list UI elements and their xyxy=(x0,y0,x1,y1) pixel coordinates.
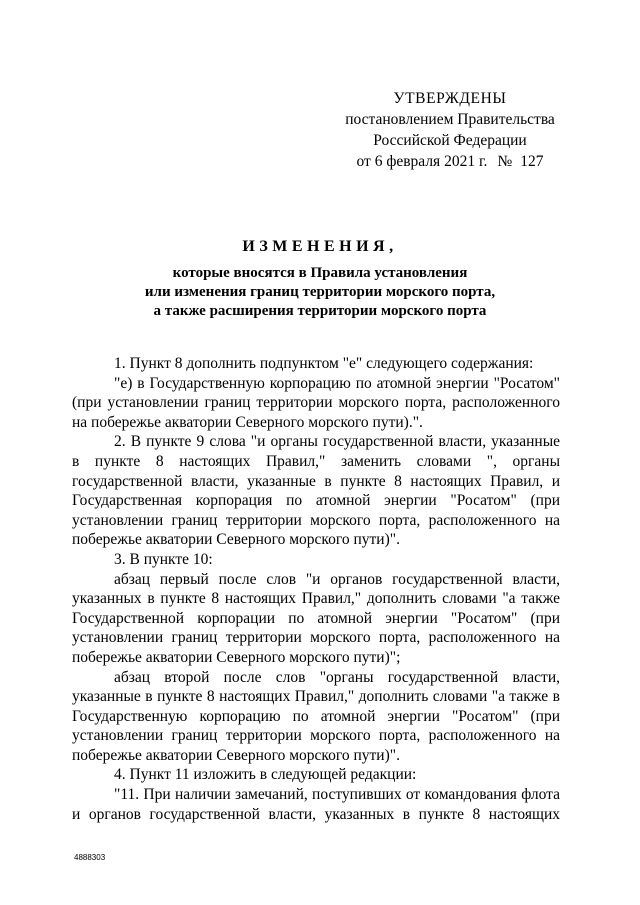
decree-date: от 6 февраля 2021 г. xyxy=(356,153,488,170)
paragraph-3-clause-1: абзац первый после слов "и органов государственной власти, указанных в пункте 8 настоящих Правил," дополнить словами "а также Государственной корпорации по атомной энергии "Росатом" (при установлении границ территории морского порта, расположенного на побережье акватории Северного морского пути)"; xyxy=(72,570,560,666)
paragraph-1-subitem-e: "е) в Государственную корпорацию по атомной энергии "Росатом" (при установлении границ территории морского порта, расположенного на побережье акватории Северного морского пути).". xyxy=(72,374,560,431)
paragraph-1: 1. Пункт 8 дополнить подпунктом "е" следующего содержания: xyxy=(114,355,534,372)
document-heading xyxy=(70,238,570,321)
paragraph-3-clause-2: абзац второй после слов "органы государственной власти, указанные в пункте 8 настоящих Правил," дополнить словами "а также в Государственную корпорацию по атомной энергии "Росатом" (при установлении границ территории морского порта, расположенного на побережье акватории Северного морского пути)". xyxy=(72,668,560,764)
paragraph-3: 3. В пункте 10: xyxy=(114,550,213,568)
approval-line-2: Российской Федерации xyxy=(373,132,527,149)
paragraph-4-text: "11. При наличии замечаний, поступивших от командования флота и органов государственной власти, указанных в пункте 8 настоящих xyxy=(72,786,560,823)
paragraph-4: 4. Пункт 11 изложить в следующей редакции: xyxy=(114,766,417,784)
document-code: 4888303 xyxy=(74,853,106,862)
document-subtitle-line-2: или изменения границ территории морского порта, xyxy=(144,284,496,300)
decree-date-number xyxy=(330,151,570,172)
decree-number: 127 xyxy=(520,153,544,170)
approval-stamp xyxy=(330,88,570,172)
document-body xyxy=(72,354,560,824)
approval-line-1: постановлением Правительства xyxy=(345,111,555,128)
paragraph-2: 2. В пункте 9 слова "и органы государственной власти, указанные в пункте 8 настоящих Правил," заменить словами ", органы государственной власти, указанные в пункте 8 настоящих Правил, и Государственная корпорация по атомной энергии "Росатом" (при установлении границ территории морского порта, расположенного на побережье акватории Северного морского пути)". xyxy=(72,433,560,549)
document-title: ИЗМЕНЕНИЯ, xyxy=(242,238,398,255)
approval-title: УТВЕРЖДЕНЫ xyxy=(393,90,507,107)
document-subtitle-line-3: а также расширения территории морского порта xyxy=(153,303,487,319)
document-subtitle-line-1: которые вносятся в Правила установления xyxy=(172,265,468,281)
decree-number-sign: № xyxy=(497,153,513,170)
